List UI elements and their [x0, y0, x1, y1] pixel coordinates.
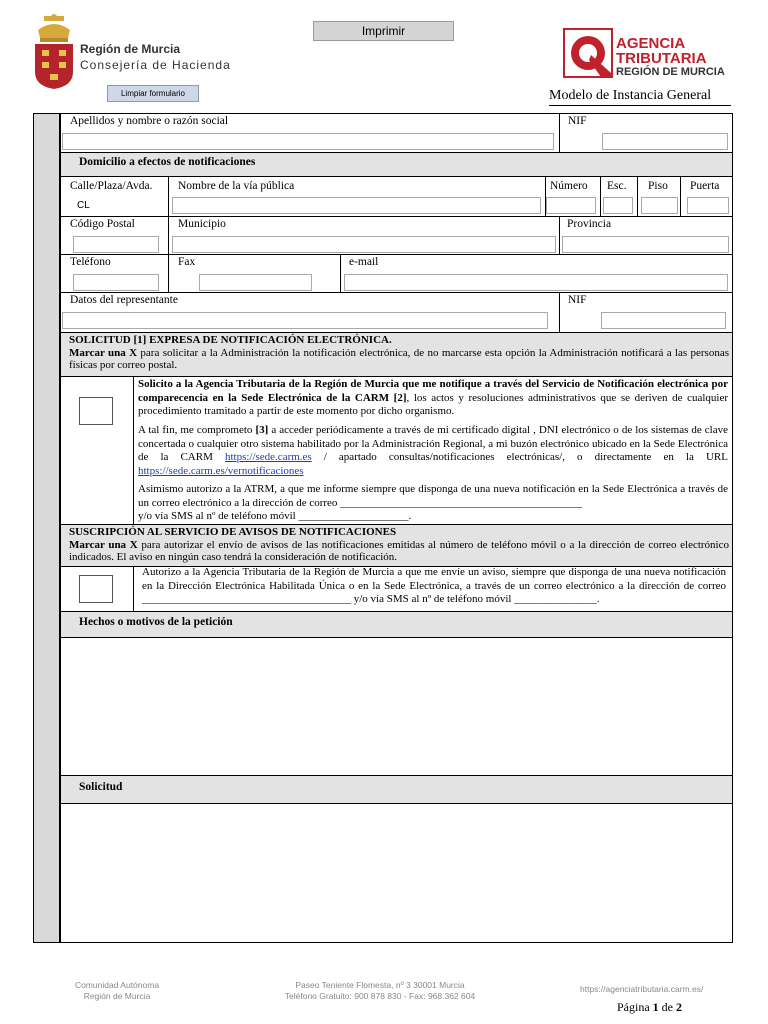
electronic-mark-text: para solicitar a la Administración la notificación electrónica, de no marcarse esta opción la Administración notificará a las personas físicas por correo postal. — [69, 346, 730, 371]
col-divider — [680, 176, 681, 216]
notifications-link[interactable]: https://sede.carm.es/vernotificaciones — [138, 464, 304, 477]
subscription-mark-text: para autorizar el envío de avisos de las notificaciones emitidas al número de teléfono móvil o a la dirección de correo electrónico indicados. El aviso en ningún caso tendrá la consideración de notificación. — [69, 538, 729, 563]
agencia-tributaria-logo-icon — [563, 28, 613, 78]
number-label: Número — [550, 180, 588, 192]
row-divider — [60, 152, 733, 153]
subscription-mark-bold: Marcar una X — [69, 538, 138, 551]
row-divider — [60, 292, 733, 293]
col-divider — [600, 176, 601, 216]
coat-of-arms-icon — [32, 14, 76, 90]
city-label: Municipio — [178, 218, 226, 230]
representative-nif-label: NIF — [568, 294, 587, 306]
col-divider — [559, 216, 560, 254]
door-label: Puerta — [690, 180, 720, 192]
subscription-checkbox[interactable] — [79, 575, 113, 603]
representative-label: Datos del representante — [70, 294, 178, 306]
agency-name-line2: TRIBUTARIA — [616, 50, 707, 67]
subscription-header — [69, 526, 729, 564]
electronic-notification-title: SOLICITUD [1] EXPRESA DE NOTIFICACIÓN ELECTRÓNICA. — [69, 334, 392, 346]
left-margin-bar — [33, 113, 60, 943]
street-type-select[interactable]: CL — [72, 197, 164, 214]
request-section-title: Solicitud — [79, 781, 123, 793]
number-input[interactable] — [546, 197, 596, 214]
fax-label: Fax — [178, 256, 196, 268]
agency-name-line3: REGIÓN DE MURCIA — [616, 66, 725, 78]
row-divider — [60, 524, 733, 525]
col-divider — [340, 254, 341, 292]
street-type-label: Calle/Plaza/Avda. — [70, 180, 153, 192]
footer-left — [62, 980, 172, 1002]
sede-link[interactable]: https://sede.carm.es — [224, 451, 312, 463]
title-underline — [549, 105, 731, 106]
representative-input[interactable] — [62, 312, 548, 329]
page-prefix: Página — [617, 1000, 653, 1014]
page-total: 2 — [676, 1000, 682, 1014]
electronic-p3b: y/o vía SMS al nº de teléfono móvil ____________________. — [138, 510, 412, 522]
applicant-nif-label: NIF — [568, 115, 587, 127]
row-divider — [60, 803, 733, 804]
row-divider — [60, 611, 733, 612]
electronic-p3: Asimismo autorizo a la ATRM, a que me informe siempre que disponga de una nueva notificación en la Sede Electrónica a través de un correo electrónico a la dirección de correo ____________________________________________ — [138, 483, 728, 509]
col-divider — [168, 176, 169, 216]
request-textarea[interactable] — [62, 805, 731, 941]
page-mid: de — [658, 1000, 676, 1014]
address-section-title: Domicilio a efectos de notificaciones — [79, 156, 256, 168]
row-divider — [60, 332, 733, 333]
page-current: 1 — [652, 1000, 659, 1014]
electronic-paragraph-2 — [138, 424, 728, 478]
subscription-body: Autorizo a la Agencia Tributaria de la Región de Murcia a que me envíe un aviso, siempre que disponga de una nueva notificación en la Dirección Electrónica Habilitada Única o en la Sede Electrónica, a través de un correo electrónico a la dirección de correo ______________________________________ y/o vía SMS al nº de teléfono móvil _______________. — [142, 566, 726, 605]
row-divider — [60, 176, 733, 177]
region-department: Consejería de Hacienda — [80, 58, 231, 72]
region-name: Región de Murcia — [80, 42, 181, 56]
col-divider — [559, 292, 560, 332]
city-input[interactable] — [172, 236, 556, 253]
facts-textarea[interactable] — [62, 639, 731, 774]
electronic-mark-bold: Marcar una X — [69, 346, 138, 359]
document-title: Modelo de Instancia General — [549, 88, 712, 103]
esc-label: Esc. — [607, 180, 627, 192]
footer-middle — [260, 980, 500, 1002]
electronic-p2-c: a acceder periódicamente a través de mi certificado digital , DNI electrónico o de los sistemas de clave concertada o cualquier otro sistema habilitado por la Administración Regional, a mi buzón electrónico ubicado en la Sede Electrónica de la CARM — [138, 424, 728, 463]
row-divider — [60, 254, 733, 255]
col-divider — [133, 376, 134, 524]
col-divider — [133, 566, 134, 611]
col-divider — [168, 216, 169, 254]
email-input[interactable] — [344, 274, 728, 291]
subscription-title: SUSCRIPCIÓN AL SERVICIO DE AVISOS DE NOTIFICACIONES — [69, 526, 397, 538]
row-divider — [60, 216, 733, 217]
postal-code-label: Código Postal — [70, 218, 135, 230]
row-divider — [60, 775, 733, 776]
footer-url[interactable]: https://agenciatributaria.carm.es/ — [580, 984, 704, 994]
row-divider — [60, 376, 733, 377]
facts-section-title: Hechos o motivos de la petición — [79, 616, 233, 628]
col-divider — [637, 176, 638, 216]
electronic-p2-a: A tal fin, me comprometo — [138, 424, 256, 436]
electronic-p2-d: / apartado consultas/notificaciones electrónicas/, o directamente en la URL — [311, 451, 728, 463]
agency-name-line1: AGENCIA — [616, 35, 686, 52]
postal-code-input[interactable] — [73, 236, 159, 253]
electronic-paragraph-3 — [138, 483, 728, 524]
street-name-input[interactable] — [172, 197, 541, 214]
street-name-label: Nombre de la vía pública — [178, 180, 295, 192]
footer-phone: Teléfono Gratuito: 900 878 830 - Fax: 968.362 604 — [284, 991, 476, 1001]
page-number — [617, 1000, 682, 1015]
print-button[interactable]: Imprimir — [313, 21, 454, 41]
clear-form-button[interactable]: Limpiar formulario — [107, 85, 199, 102]
col-divider — [559, 113, 560, 152]
floor-input[interactable] — [641, 197, 678, 214]
row-divider — [60, 637, 733, 638]
footer-left-line2: Región de Murcia — [83, 991, 151, 1001]
fax-input[interactable] — [199, 274, 312, 291]
footer-left-line1: Comunidad Autónoma — [74, 980, 160, 990]
phone-input[interactable] — [73, 274, 159, 291]
applicant-nif-input[interactable] — [602, 133, 728, 150]
electronic-paragraph-1 — [138, 378, 728, 419]
door-input[interactable] — [687, 197, 729, 214]
representative-nif-input[interactable] — [601, 312, 726, 329]
request-section-bg — [61, 775, 732, 803]
email-label: e-mail — [349, 256, 379, 268]
electronic-notification-header — [69, 334, 729, 372]
province-label: Provincia — [567, 218, 612, 230]
electronic-p1-bold: Solicito a la Agencia Tributaria de la Región de Murcia que me notifique a través del Servicio de Notificación electrónica por comparecencia en la Sede Electrónica de la CARM [2] — [138, 378, 728, 404]
electronic-notification-checkbox[interactable] — [79, 397, 113, 425]
electronic-p2-ref: [3] — [255, 424, 269, 436]
floor-label: Piso — [648, 180, 668, 192]
phone-label: Teléfono — [70, 256, 111, 268]
electronic-p1-text: , los actos y resoluciones administrativos que se deriven de cualquier procedimiento tramitado a partir de este momento por dicho organismo. — [138, 391, 728, 417]
applicant-name-input[interactable] — [62, 133, 554, 150]
esc-input[interactable] — [603, 197, 633, 214]
col-divider — [168, 254, 169, 292]
applicant-name-label: Apellidos y nombre o razón social — [70, 115, 229, 127]
province-input[interactable] — [562, 236, 729, 253]
footer-address: Paseo Teniente Flomesta, nº 3 30001 Murcia — [295, 980, 465, 990]
